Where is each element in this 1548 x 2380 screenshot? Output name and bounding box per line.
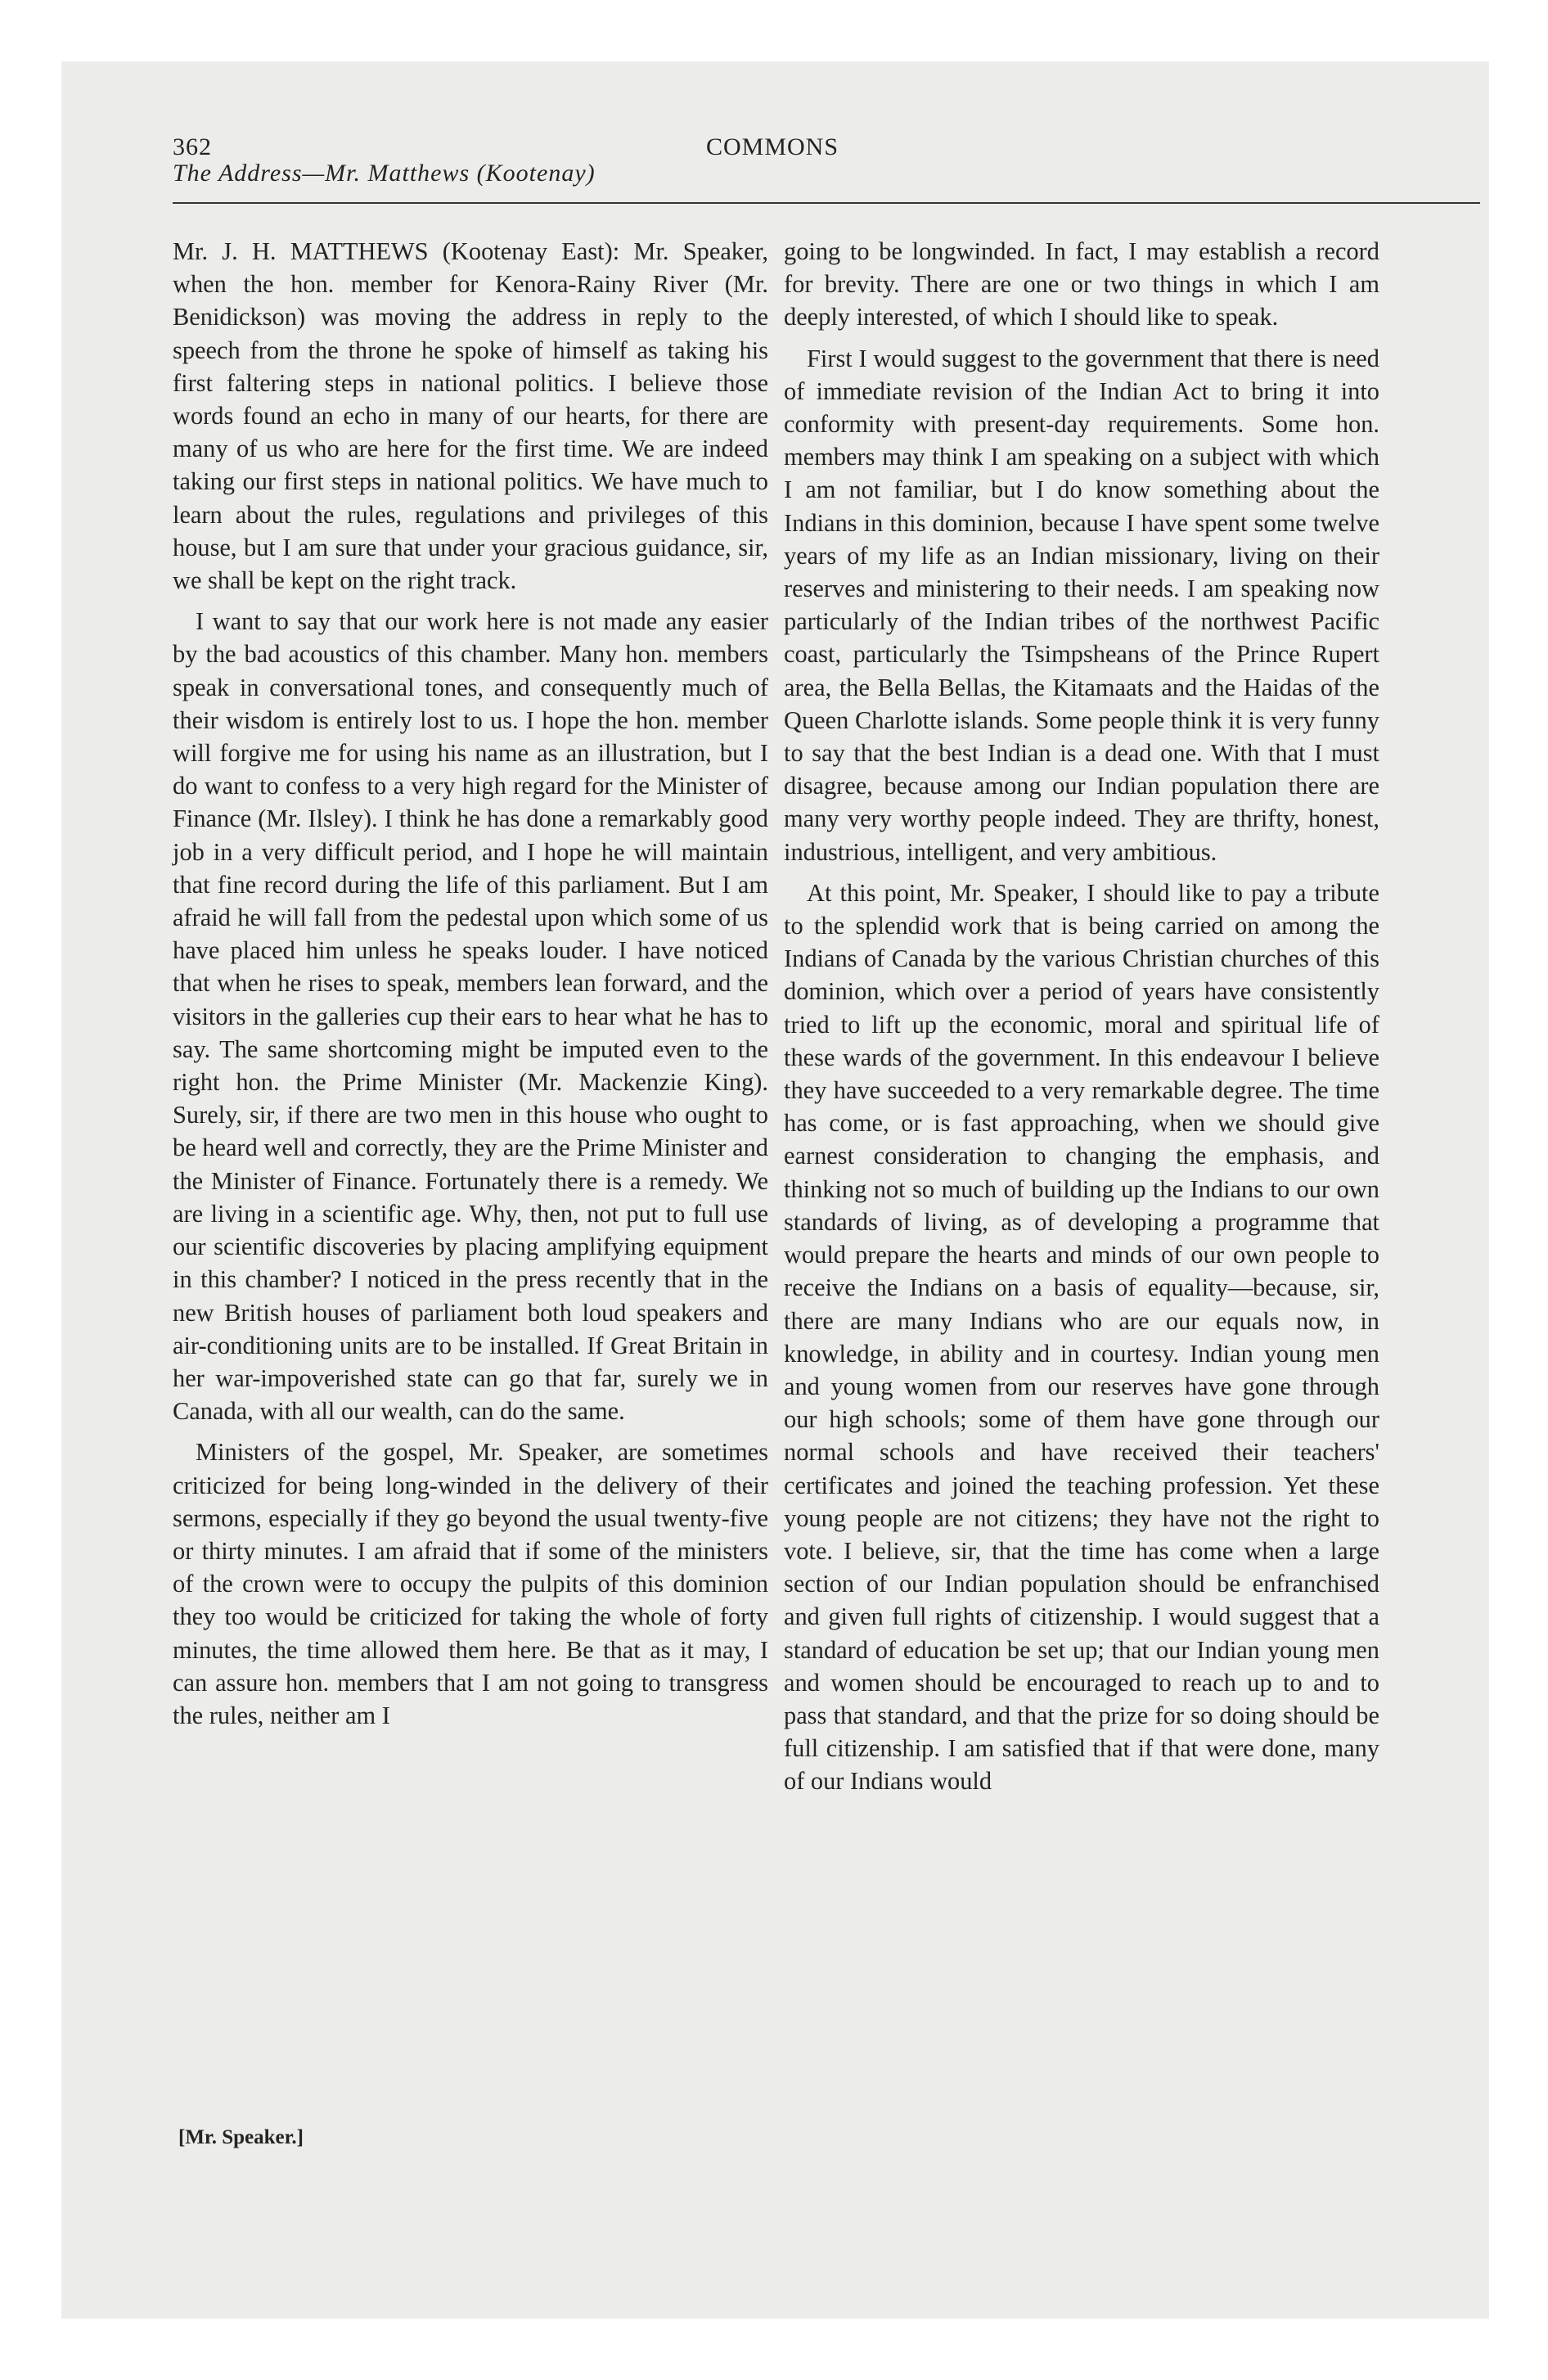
section-title: The Address—Mr. Matthews (Kootenay) — [173, 160, 596, 187]
paragraph: First I would suggest to the government that there is need of immediate revision of the Indian Act to bring it into conformity with present-day requirements. Some hon. members may think I am speaking on a subject with which I am not familiar, but I do know something about the Indians in this dominion, because I have spent some twelve years of my life as an Indian missionary, living on their reserves and ministering to their needs. I am speaking now particularly of the Indian tribes of the northwest Pacific coast, particularly the Tsimpsheans of the Prince Rupert area, the Bella Bellas, the Kitamaats and the Haidas of the Queen Charlotte islands. Some people think it is very funny to say that the best Indian is a dead one. With that I must disagree, because among our Indian population there are many very worthy people indeed. They are thrifty, honest, industrious, intelligent, and very ambitious. — [784, 344, 1379, 866]
running-title: COMMONS — [705, 133, 839, 160]
paragraph: going to be longwinded. In fact, I may establish a record for brevity. There are one or two things in which I am deeply interested, of which I should like to speak. — [784, 237, 1379, 331]
document-page — [61, 61, 1489, 2319]
paragraph: Mr. J. H. MATTHEWS (Kootenay East): Mr. Speaker, when the hon. member for Kenora-Rainy River (Mr. Benidickson) was moving the address in reply to the speech from the throne he spoke of himself as taking his first faltering steps in national politics. I believe those words found an echo in many of our hearts, for there are many of us who are here for the first time. We are indeed taking our first steps in national politics. We have much to learn about the rules, regulations and privileges of this house, but I am sure that under your gracious guidance, sir, we shall be kept on the right track. — [173, 237, 768, 595]
page-header — [173, 133, 1482, 187]
paragraph: At this point, Mr. Speaker, I should like to pay a tribute to the splendid work that is being carried on among the Indians of Canada by the various Christian churches of this dominion, which over a period of years have consistently tried to lift up the economic, moral and spiritual life of these wards of the government. In this endeavour I believe they have succeeded to a very remarkable degree. The time has come, or is fast approaching, when we should give earnest consideration to changing the emphasis, and thinking not so much of building up the Indians to our own standards of living, as of developing a programme that would prepare the hearts and minds of our own people to receive the Indians on a basis of equality—because, sir, there are many Indians who are our equals now, in knowledge, in ability and in courtesy. Indian young men and young women from our reserves have gone through our high schools; some of them have gone through our normal schools and have received their teachers' certificates and joined the teaching profession. Yet these young people are not citizens; they have not the right to vote. I believe, sir, that the time has come when a large section of our Indian population should be enfranchised and given full rights of citizenship. I would suggest that a standard of education be set up; that our Indian young men and women should be encouraged to reach up to and to pass that standard, and that the prize for so doing should be full citizenship. I am satisfied that if that were done, many of our Indians would — [784, 878, 1379, 1796]
left-column — [173, 235, 768, 1740]
speaker-footnote: [Mr. Speaker.] — [178, 2126, 304, 2148]
page-number: 362 — [173, 133, 212, 160]
right-column — [784, 235, 1379, 1806]
header-rule — [173, 202, 1480, 204]
paragraph: I want to say that our work here is not made any easier by the bad acoustics of this chamber. Many hon. members speak in conversational tones, and consequently much of their wisdom is entirely lost to us. I hope the hon. member will forgive me for using his name as an illustration, but I do want to confess to a very high regard for the Minister of Finance (Mr. Ilsley). I think he has done a remarkably good job in a very difficult period, and I hope he will maintain that fine record during the life of this parliament. But I am afraid he will fall from the pedestal upon which some of us have placed him unless he speaks louder. I have noticed that when he rises to speak, members lean forward, and the visitors in the galleries cup their ears to hear what he has to say. The same shortcoming might be imputed even to the right hon. the Prime Minister (Mr. Mackenzie King). Surely, sir, if there are two men in this house who ought to be heard well and correctly, they are the Prime Minister and the Minister of Finance. Fortunately there is a remedy. We are living in a scientific age. Why, then, not put to full use our scientific discoveries by placing amplifying equipment in this chamber? I noticed in the press recently that in the new British houses of parliament both loud speakers and air-conditioning units are to be installed. If Great Britain in her war-impoverished state can go that far, surely we in Canada, with all our wealth, can do the same. — [173, 607, 768, 1426]
paragraph: Ministers of the gospel, Mr. Speaker, are sometimes criticized for being long-winded in the delivery of their sermons, especially if they go beyond the usual twenty-five or thirty minutes. I am afraid that if some of the ministers of the crown were to occupy the pulpits of this dominion they too would be criticized for taking the whole of forty minutes, the time allowed them here. Be that as it may, I can assure hon. members that I am not going to transgress the rules, neither am I — [173, 1438, 768, 1729]
